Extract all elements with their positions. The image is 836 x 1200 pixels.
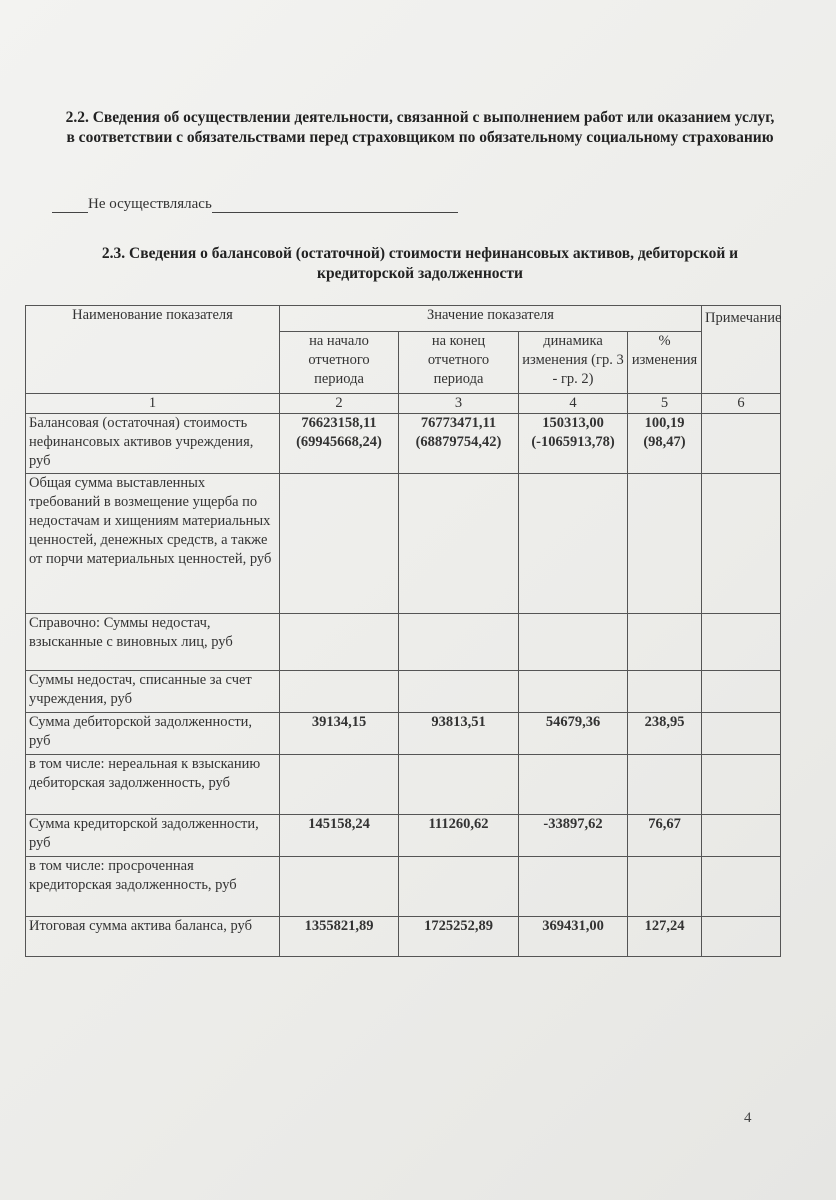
- table-row: [26, 614, 781, 671]
- table-row: [26, 671, 781, 713]
- row-end: [399, 474, 519, 614]
- header-end: на конец отчетного периода: [399, 332, 519, 394]
- row-start: [280, 857, 399, 917]
- row-note: [702, 414, 781, 474]
- header-dynamics: динамика изменения (гр. 3 - гр. 2): [519, 332, 628, 394]
- row-name: Итоговая сумма актива баланса, руб: [26, 917, 280, 957]
- row-note: [702, 671, 781, 713]
- row-name: Сумма дебиторской задолженности, руб: [26, 713, 280, 755]
- row-name: в том числе: нереальная к взысканию дебиторская задолженность, руб: [26, 755, 280, 815]
- header-start: на начало отчетного периода: [280, 332, 399, 394]
- row-percent: [628, 755, 702, 815]
- row-percent: 100,19 (98,47): [628, 414, 702, 474]
- row-percent: [628, 474, 702, 614]
- row-start: [280, 755, 399, 815]
- row-percent: 238,95: [628, 713, 702, 755]
- row-name: Справочно: Суммы недостач, взысканные с виновных лиц, руб: [26, 614, 280, 671]
- row-end: [399, 671, 519, 713]
- note-text: Не осуществлялась: [88, 196, 212, 212]
- row-end: [399, 857, 519, 917]
- row-start: 76623158,11 (69945668,24): [280, 414, 399, 474]
- balance-table: [25, 305, 781, 957]
- row-end: 111260,62: [399, 815, 519, 857]
- row-start: 145158,24: [280, 815, 399, 857]
- row-start: [280, 474, 399, 614]
- col-number: 2: [280, 394, 399, 414]
- row-percent: 127,24: [628, 917, 702, 957]
- row-percent: [628, 857, 702, 917]
- header-note: Примечание: [702, 306, 781, 394]
- row-dynamics: 54679,36: [519, 713, 628, 755]
- row-name: Суммы недостач, списанные за счет учреждения, руб: [26, 671, 280, 713]
- row-dynamics: [519, 755, 628, 815]
- row-end: [399, 755, 519, 815]
- row-dynamics: 369431,00: [519, 917, 628, 957]
- row-note: [702, 474, 781, 614]
- row-note: [702, 713, 781, 755]
- section-2-3-title: 2.3. Сведения о балансовой (остаточной) стоимости нефинансовых активов, дебиторской и кредиторской задолженности: [101, 245, 739, 282]
- blank-line: [52, 198, 88, 213]
- row-name: в том числе: просроченная кредиторская задолженность, руб: [26, 857, 280, 917]
- row-note: [702, 815, 781, 857]
- header-row: [26, 306, 781, 332]
- row-percent: [628, 614, 702, 671]
- row-dynamics: [519, 671, 628, 713]
- header-percent: % изменения: [628, 332, 702, 394]
- blank-line: [212, 198, 458, 213]
- col-number: 4: [519, 394, 628, 414]
- col-number: 5: [628, 394, 702, 414]
- row-name: Общая сумма выставленных требований в возмещение ущерба по недостачам и хищениям материальных ценностей, денежных средств, а также от порчи материальных ценностей, руб: [26, 474, 280, 614]
- row-start: 1355821,89: [280, 917, 399, 957]
- row-dynamics: 150313,00 (-1065913,78): [519, 414, 628, 474]
- col-number: 3: [399, 394, 519, 414]
- row-start: [280, 614, 399, 671]
- header-name: Наименование показателя: [26, 306, 280, 394]
- row-start: 39134,15: [280, 713, 399, 755]
- section-2-2-title: 2.2. Сведения об осуществлении деятельности, связанной с выполнением работ или оказанием услуг, в соответствии с обязательствами перед страховщиком по обязательному социальному страхованию: [65, 109, 775, 146]
- table-row-total: [26, 917, 781, 957]
- col-number: 1: [26, 394, 280, 414]
- page-number: 4: [744, 1110, 752, 1126]
- row-note: [702, 917, 781, 957]
- row-start: [280, 671, 399, 713]
- row-note: [702, 755, 781, 815]
- table-row: [26, 857, 781, 917]
- row-dynamics: [519, 614, 628, 671]
- row-percent: 76,67: [628, 815, 702, 857]
- section-2-2-note: [52, 196, 458, 213]
- row-end: 76773471,11 (68879754,42): [399, 414, 519, 474]
- row-note: [702, 614, 781, 671]
- table-row: [26, 713, 781, 755]
- row-end: 1725252,89: [399, 917, 519, 957]
- table-row: [26, 815, 781, 857]
- header-value: Значение показателя: [280, 306, 702, 332]
- row-end: [399, 614, 519, 671]
- table-row: [26, 755, 781, 815]
- col-number: 6: [702, 394, 781, 414]
- table-row: [26, 474, 781, 614]
- row-percent: [628, 671, 702, 713]
- row-dynamics: -33897,62: [519, 815, 628, 857]
- row-end: 93813,51: [399, 713, 519, 755]
- column-number-row: [26, 394, 781, 414]
- row-dynamics: [519, 474, 628, 614]
- table-row: [26, 414, 781, 474]
- row-dynamics: [519, 857, 628, 917]
- row-name: Сумма кредиторской задолженности, руб: [26, 815, 280, 857]
- row-name: Балансовая (остаточная) стоимость нефинансовых активов учреждения, руб: [26, 414, 280, 474]
- row-note: [702, 857, 781, 917]
